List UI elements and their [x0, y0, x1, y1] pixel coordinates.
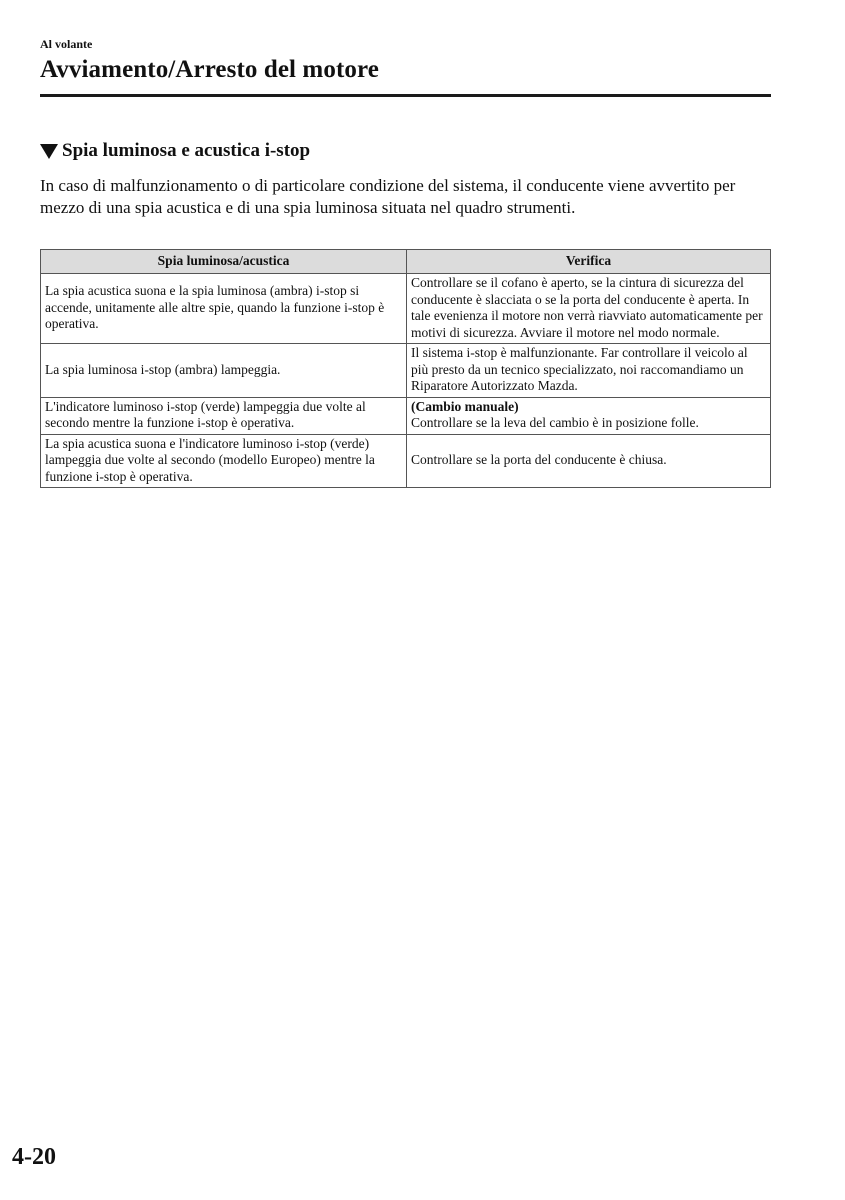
- indicator-cell: L'indicatore luminoso i-stop (verde) lampeggia due volte al secondo mentre la funzione i-stop è operativa.: [41, 397, 407, 434]
- table-row: [41, 397, 771, 434]
- check-cell-text: Controllare se la leva del cambio è in posizione folle.: [411, 415, 699, 430]
- table-row: [41, 274, 771, 344]
- title-divider: [40, 94, 771, 97]
- table-row: [41, 434, 771, 488]
- column-header-check: Verifica: [407, 250, 771, 274]
- page-number: 4-20: [12, 1144, 56, 1170]
- check-cell: Controllare se il cofano è aperto, se la cintura di sicurezza del conducente è slacciata o se la porta del conducente è aperta. In tale evenienza il motore non verrà riavviato automaticamente per motivi di sicurezza. Avviare il motore nel modo normale.: [407, 274, 771, 344]
- section-label: Al volante: [40, 37, 93, 51]
- triangle-down-icon: [40, 144, 58, 159]
- table-header-row: [41, 250, 771, 274]
- indicator-cell: La spia acustica suona e l'indicatore luminoso i-stop (verde) lampeggia due volte al secondo (modello Europeo) mentre la funzione i-stop è operativa.: [41, 434, 407, 488]
- table-row: [41, 344, 771, 398]
- indicator-table: [40, 249, 771, 488]
- check-cell-title: (Cambio manuale): [411, 398, 519, 414]
- subsection-heading-text: Spia luminosa e acustica i-stop: [62, 140, 311, 161]
- check-cell: Controllare se la porta del conducente è chiusa.: [407, 434, 771, 488]
- subsection-heading: [40, 140, 310, 162]
- check-cell: [407, 397, 771, 434]
- indicator-cell: La spia acustica suona e la spia luminosa (ambra) i-stop si accende, unitamente alle altre spie, quando la funzione i-stop è operativa.: [41, 274, 407, 344]
- check-cell: Il sistema i-stop è malfunzionante. Far controllare il veicolo al più presto da un tecnico specializzato, noi raccomandiamo un Riparatore Autorizzato Mazda.: [407, 344, 771, 398]
- intro-paragraph: In caso di malfunzionamento o di particolare condizione del sistema, il conducente viene avvertito per mezzo di una spia acustica e di una spia luminosa situata nel quadro strumenti.: [40, 176, 736, 217]
- column-header-indicator: Spia luminosa/acustica: [41, 250, 407, 274]
- indicator-cell: La spia luminosa i-stop (ambra) lampeggia.: [41, 344, 407, 398]
- page-title: Avviamento/Arresto del motore: [40, 56, 379, 83]
